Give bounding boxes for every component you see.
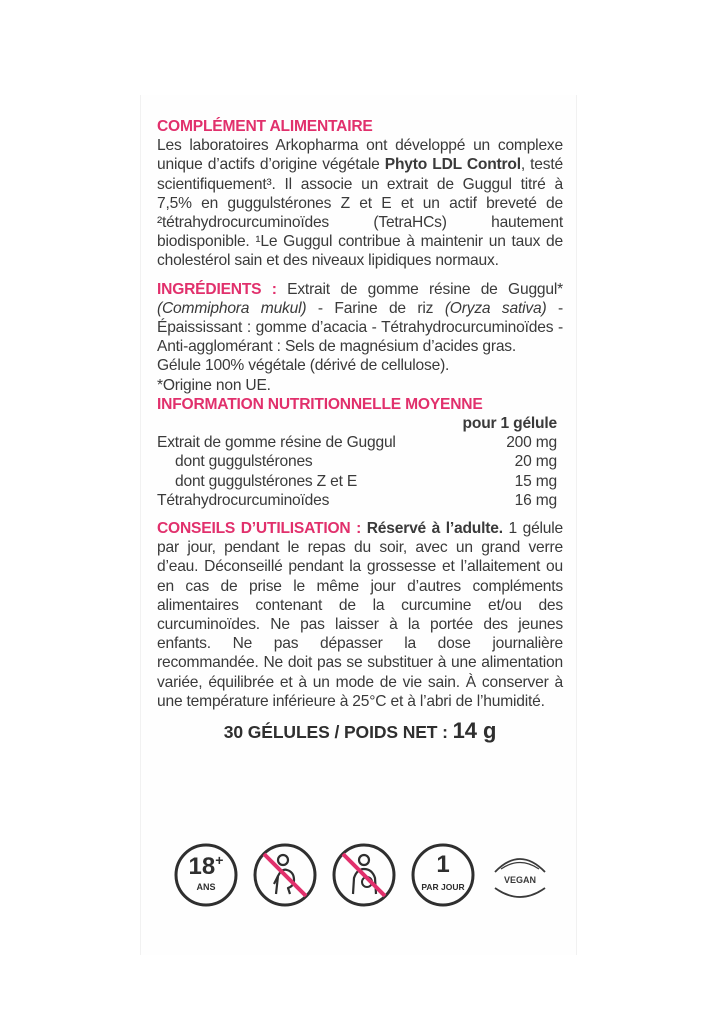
capsule-info: Gélule 100% végétale (dérivé de cellulose). <box>157 357 450 375</box>
usage-adult: Réservé à l’adulte. <box>361 520 503 538</box>
age-18-text <box>173 852 239 881</box>
usage-paragraph <box>157 519 563 711</box>
nutrition-value: 16 mg <box>514 491 557 509</box>
no-breastfeeding-icon <box>331 842 397 908</box>
nutrition-row <box>157 452 563 471</box>
intro-line2: , testé scientifiquement³. <box>157 156 563 193</box>
nutrition-value: 200 mg <box>506 434 557 452</box>
no-pregnancy-icon <box>252 842 318 908</box>
nutrition-row <box>157 472 563 491</box>
section-heading-ingredients: INGRÉDIENTS : <box>157 280 277 298</box>
usage-text: 1 gélule par jour, pendant le repas du soir, avec un grand verre d’eau. Déconseillé pendant la grossesse et l’allaitement ou en cas de prise le même jour d’autres compléments alimentaires contenant de la curcumine et/ou des curcuminoïdes. Ne pas laisser à la portée des jeunes enfants. Ne pas dépasser la dose journalière recommandée. Ne doit pas se substituer à une alimentation variée, équilibrée et à un mode de vie sain. À conserver à une température inférieure à 25°C et à l’abri de l’humidité. <box>157 520 564 710</box>
age-plus: + <box>215 852 224 868</box>
dose-number: 1 <box>436 851 450 878</box>
ingredients-paragraph <box>157 280 563 357</box>
section-heading-complement: COMPLÉMENT ALIMENTAIRE <box>157 118 373 135</box>
nutrition-per-unit: pour 1 gélule <box>462 415 557 433</box>
section-heading-nutrition: INFORMATION NUTRITIONNELLE MOYENNE <box>157 395 483 413</box>
vegan-label: VEGAN <box>503 875 536 885</box>
dose-unit: PAR JOUR <box>421 882 465 892</box>
ingredients-text1: Extrait de gomme résine de Guggul* <box>276 280 563 298</box>
ingredients-latin1: (Commiphora mukul) <box>157 299 307 317</box>
dose-per-day-icon <box>410 842 476 908</box>
intro-line1: Les laboratoires Arkopharma ont développé un complexe unique d’actifs d’origine végétale <box>157 137 563 174</box>
age-18-icon <box>173 842 239 908</box>
nutrition-row <box>157 433 563 452</box>
nutrition-label: dont guggulstérones <box>175 453 313 471</box>
net-weight-prefix: 30 GÉLULES / POIDS NET : <box>223 722 453 743</box>
net-weight-value: 14 g <box>452 718 497 744</box>
intro-paragraph <box>157 136 563 270</box>
ingredients-latin2: (Oryza sativa) <box>444 299 547 317</box>
section-heading-usage: CONSEILS D’UTILISATION : <box>157 520 362 538</box>
intro-line3: Il associe un extrait de Guggul titré à 7,5% en guggulstérones Z et E et un actif breveté de ²tétrahydrocurcuminoïdes (TetraHCs) hautement biodisponible. ¹Le Guggul contribue à maintenir un taux de cholestérol sain et des niveaux lipidiques normaux. <box>157 175 563 270</box>
ingredients-text3: - Épaississant : gomme d’acacia - Tétrahydrocurcuminoïdes - Anti-agglomérant : Sels de magnésium d’acides gras. <box>157 299 563 356</box>
pictogram-row <box>173 842 553 928</box>
age-unit: ANS <box>196 882 216 892</box>
nutrition-label: dont guggulstérones Z et E <box>175 472 358 490</box>
label-content <box>157 117 563 742</box>
origin-note: *Origine non UE. <box>157 376 271 394</box>
nutrition-value: 15 mg <box>514 472 557 490</box>
ingredients-text2: - Farine de riz <box>306 299 445 317</box>
label-panel <box>140 95 577 955</box>
nutrition-value: 20 mg <box>514 453 557 471</box>
net-weight <box>157 718 563 744</box>
nutrition-label: Extrait de gomme résine de Guggul <box>157 434 396 452</box>
age-number: 18 <box>188 853 216 880</box>
vegan-leaf-icon <box>487 842 553 908</box>
nutrition-row <box>157 491 563 510</box>
nutrition-label: Tétrahydrocurcuminoïdes <box>157 491 330 509</box>
product-name: Phyto LDL Control <box>384 156 521 174</box>
